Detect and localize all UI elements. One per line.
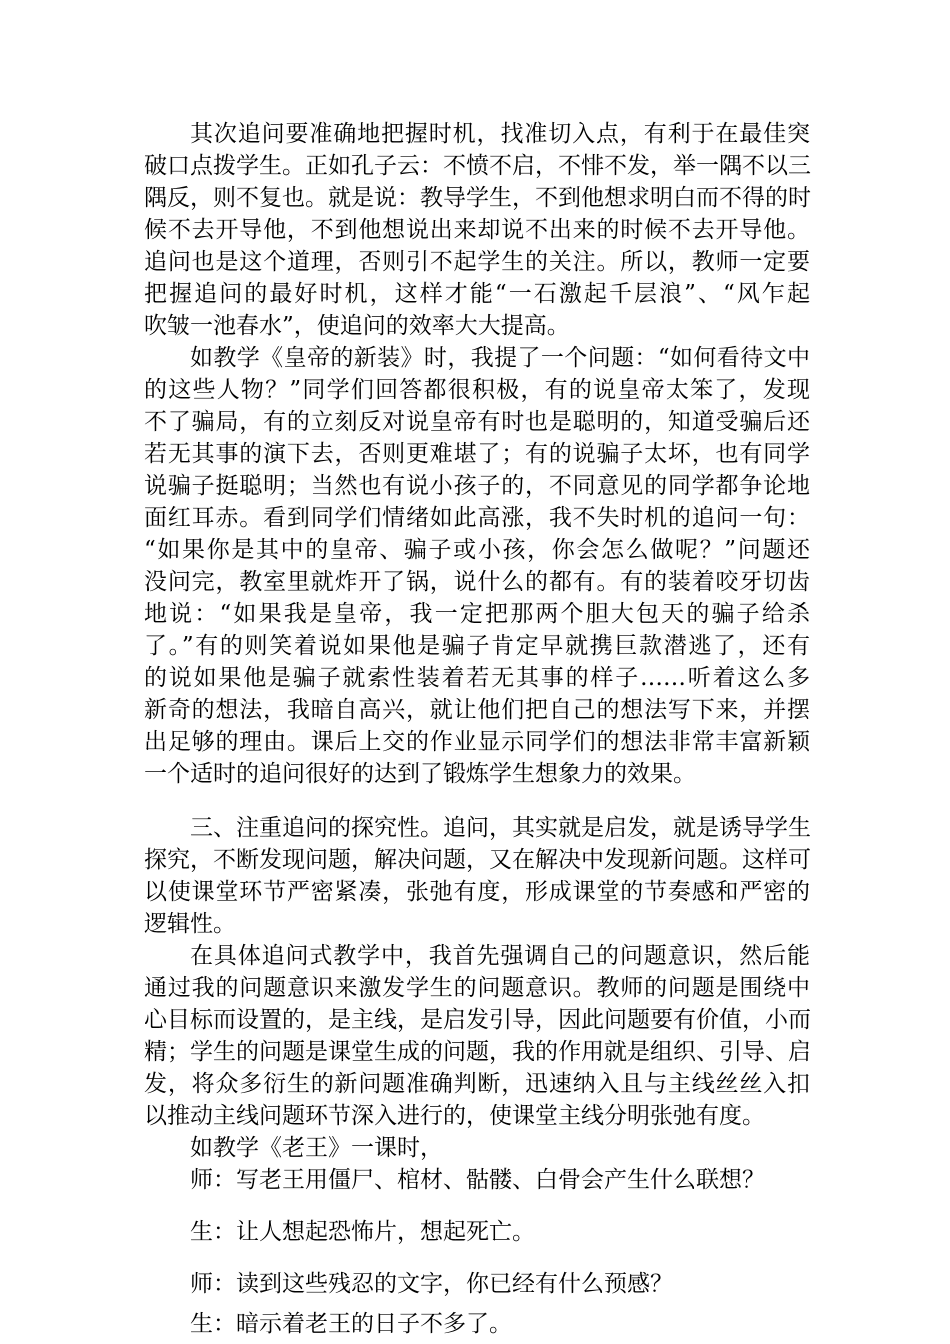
text-line: 如教学《老王》一课时， <box>190 1135 443 1161</box>
text-line: 以推动主线问题环节深入进行的，使课堂主线分明张弛有度。 <box>144 1103 765 1129</box>
text-line: 三、注重追问的探究性。追问，其实就是启发，就是诱导学生 <box>190 815 811 841</box>
text-line: 隅反，则不复也。就是说：教导学生，不到他想求明白而不得的时 <box>144 185 811 211</box>
text-line: 在具体追问式教学中，我首先强调自己的问题意识，然后能 <box>190 943 810 969</box>
text-line: “如果你是其中的皇帝、骗子或小孩，你会怎么做呢？”问题还 <box>144 537 810 563</box>
text-line: 新奇的想法，我暗自高兴，就让他们把自己的想法写下来，并摆 <box>144 697 810 723</box>
text-line: 出足够的理由。课后上交的作业显示同学们的想法非常丰富新颖 <box>144 729 810 755</box>
text-line: 没问完，教室里就炸开了锅，说什么的都有。有的装着咬牙切齿 <box>144 569 810 595</box>
text-line: 精；学生的问题是课堂生成的问题，我的作用就是组织、引导、启 <box>144 1039 811 1065</box>
text-line: 面红耳赤。看到同学们情绪如此高涨，我不失时机的追问一句： <box>144 505 810 531</box>
text-line: 说骗子挺聪明；当然也有说小孩子的，不同意见的同学都争论地 <box>144 473 810 499</box>
text-line: 通过我的问题意识来激发学生的问题意识。教师的问题是围绕中 <box>144 975 810 1001</box>
text-line: 吹皱一池春水”，使追问的效率大大提高。 <box>144 313 570 339</box>
text-line: 地说：“如果我是皇帝，我一定把那两个胆大包天的骗子给杀 <box>144 601 810 627</box>
text-line: 以使课堂环节严密紧凑，张弛有度，形成课堂的节奏感和严密的 <box>144 879 810 905</box>
text-line: 追问也是这个道理，否则引不起学生的关注。所以，教师一定要 <box>144 249 810 275</box>
dialogue-line: 师：写老王用僵尸、棺材、骷髅、白骨会产生什么联想？ <box>190 1167 765 1193</box>
text-line: 发，将众多衍生的新问题准确判断，迅速纳入且与主线丝丝入扣 <box>144 1071 810 1097</box>
text-line: 破口点拨学生。正如孔子云：不愤不启，不悱不发，举一隅不以三 <box>144 153 811 179</box>
text-line: 把握追问的最好时机，这样才能“一石激起千层浪”、“风乍起 <box>144 281 810 307</box>
text-line: 的说如果他是骗子就索性装着若无其事的样子……听着这么多 <box>144 665 810 691</box>
text-line: 如教学《皇帝的新装》时，我提了一个问题：“如何看待文中 <box>190 345 810 371</box>
text-line: 探究，不断发现问题，解决问题，又在解决中发现新问题。这样可 <box>144 847 811 873</box>
text-line: 一个适时的追问很好的达到了锻炼学生想象力的效果。 <box>144 761 696 787</box>
text-line: 若无其事的演下去，否则更难堪了；有的说骗子太坏，也有同学 <box>144 441 810 467</box>
text-line: 逻辑性。 <box>144 911 236 937</box>
text-line: 心目标而设置的，是主线，是启发引导，因此问题要有价值，小而 <box>144 1007 811 1033</box>
dialogue-line: 生：暗示着老王的日子不多了。 <box>190 1311 512 1337</box>
text-line: 了。”有的则笑着说如果他是骗子肯定早就携巨款潜逃了，还有 <box>144 633 810 659</box>
text-line: 的这些人物？”同学们回答都很积极，有的说皇帝太笨了，发现 <box>144 377 810 403</box>
text-line: 不了骗局，有的立刻反对说皇帝有时也是聪明的，知道受骗后还 <box>144 409 810 435</box>
dialogue-line: 师：读到这些残忍的文字，你已经有什么预感？ <box>190 1271 673 1297</box>
dialogue-line: 生：让人想起恐怖片，想起死亡。 <box>190 1219 535 1245</box>
text-line: 候不去开导他，不到他想说出来却说不出来的时候不去开导他。 <box>144 217 810 243</box>
text-line: 其次追问要准确地把握时机，找准切入点，有利于在最佳突 <box>190 121 810 147</box>
